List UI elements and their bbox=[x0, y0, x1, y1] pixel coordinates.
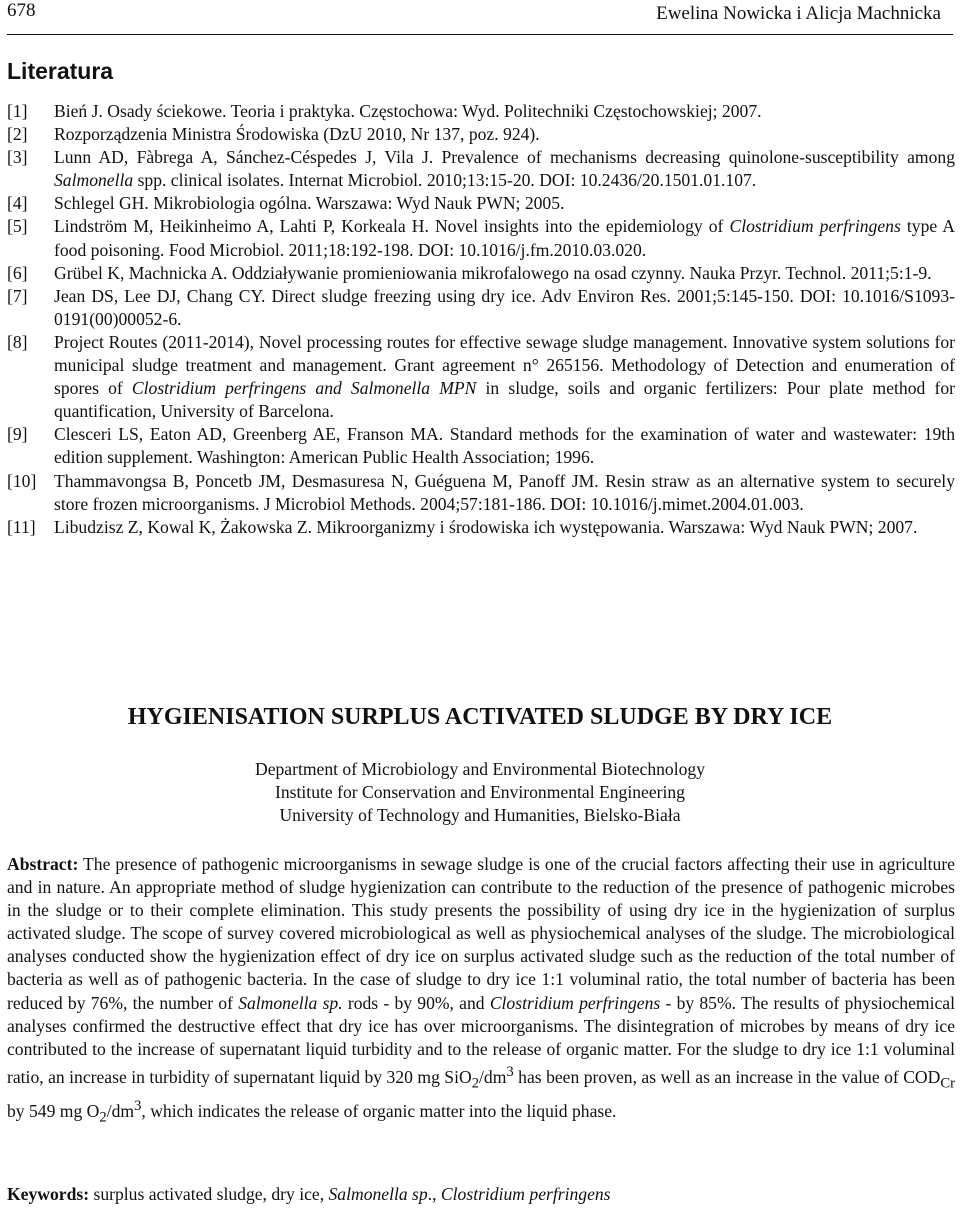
reference-text: Schlegel GH. Mikrobiologia ogólna. Warszawa: Wyd Nauk PWN; 2005. bbox=[54, 193, 565, 214]
abstract-text: The presence of pathogenic microorganisms in sewage sludge is one of the crucial factors affecting their use in agriculture and in nature. An appropriate method of sludge hygienization can contribute to the reduction of the presence of pathogenic microbes in the sludge or to their complete elimination. This study presents the possibility of using dry ice in the hygienization of surplus activated sludge. The scope of survey covered microbiological as well as physiochemical analyses of the sludge. The microbiological analyses conducted show the hygienization effect of dry ice on surplus activated sludge such as the reduction of the total number of bacteria as well as of pathogenic bacteria. In the case of sludge to dry ice 1:1 voluminal ratio, the total number of bacteria has been reduced by 76%, the number of Salmonella sp. rods - by 90%, and Clostridium perfringens - by 85%. The results of physiochemical analyses confirmed the destructive effect that dry ice has over microorganisms. The disintegration of microbes by means of dry ice contributed to the increase of supernatant liquid turbidity and to the release of organic matter. For the sludge to dry ice 1:1 voluminal ratio, an increase in turbidity of supernatant liquid by 320 mg $SiO_2/dm^3$ has been proven, as well as an increase in the value of $COD_{Cr}$ by 549 mg $O_2/dm^3$, which indicates the release of organic matter into the liquid phase. bbox=[7, 854, 955, 1126]
literature-heading: Literatura bbox=[7, 58, 114, 84]
running-head: Ewelina Nowicka i Alicja Machnicka bbox=[656, 3, 941, 24]
reference-number: [5] bbox=[7, 216, 28, 237]
reference-number: [9] bbox=[7, 424, 28, 445]
page-number: 678 bbox=[7, 0, 36, 21]
reference-item bbox=[7, 331, 955, 423]
reference-item bbox=[7, 262, 955, 285]
reference-text: Lunn AD, Fàbrega A, Sánchez-Céspedes J, Vila J. Prevalence of mechanisms decreasing quinolone-susceptibility among Salmonella spp. clinical isolates. Internat Microbiol. 2010;13:15-20. DOI: 10.2436/20.1501.01.107. bbox=[54, 147, 955, 191]
reference-item bbox=[7, 123, 955, 146]
reference-number: [6] bbox=[7, 262, 28, 283]
abstract-label: Abstract: bbox=[7, 854, 79, 874]
keywords-label: Keywords: bbox=[7, 1184, 90, 1204]
reference-text: Bień J. Osady ściekowe. Teoria i praktyka. Częstochowa: Wyd. Politechniki Częstochowskiej; 2007. bbox=[54, 101, 762, 121]
affiliation-line: Department of Microbiology and Environmental Biotechnology bbox=[254, 759, 705, 779]
keywords bbox=[7, 1184, 955, 1205]
reference-number: [11] bbox=[7, 516, 36, 537]
article-title: HYGIENISATION SURPLUS ACTIVATED SLUDGE BY DRY ICE bbox=[127, 704, 833, 730]
affiliation-block bbox=[0, 758, 960, 827]
reference-number: [8] bbox=[7, 331, 28, 352]
keywords-text: surplus activated sludge, dry ice, Salmonella sp., Clostridium perfringens bbox=[89, 1184, 611, 1204]
page-header bbox=[0, 0, 960, 34]
reference-text: Thammavongsa B, Poncetb JM, Desmasuresa N, Guéguena M, Panoff JM. Resin straw as an alternative system to securely store frozen microorganisms. J Microbiol Methods. 2004;57:181-186. DOI: 10.1016/j.mimet.2004.01.003. bbox=[54, 470, 955, 514]
reference-item bbox=[7, 423, 955, 469]
reference-text: Lindström M, Heikinheimo A, Lahti P, Korkeala H. Novel insights into the epidemiology of Clostridium perfringens type A food poisoning. Food Microbiol. 2011;18:192-198. DOI: 10.1016/j.fm.2010.03.020. bbox=[54, 216, 955, 260]
reference-text: Project Routes (2011-2014), Novel processing routes for effective sewage sludge management. Innovative system solutions for municipal sludge treatment and management. Grant agreement n° 265156. Methodology of Detection and enumeration of spores of Clostridium perfringens and Salmonella MPN in sludge, soils and organic fertilizers: Pour plate method for quantification, University of Barcelona. bbox=[54, 331, 955, 422]
reference-number: [4] bbox=[7, 193, 28, 214]
reference-text: Rozporządzenia Ministra Środowiska (DzU 2010, Nr 137, poz. 924). bbox=[54, 124, 540, 145]
reference-number: [3] bbox=[7, 147, 28, 168]
reference-item bbox=[7, 470, 955, 516]
reference-item bbox=[7, 100, 955, 123]
abstract bbox=[7, 853, 955, 1130]
reference-number: [2] bbox=[7, 124, 28, 145]
affiliation-line: Institute for Conservation and Environmental Engineering bbox=[275, 782, 685, 802]
reference-text: Jean DS, Lee DJ, Chang CY. Direct sludge freezing using dry ice. Adv Environ Res. 2001;5:145-150. DOI: 10.1016/S1093-0191(00)00052-6. bbox=[54, 285, 955, 329]
reference-number: [10] bbox=[7, 470, 37, 491]
reference-text: Clesceri LS, Eaton AD, Greenberg AE, Franson MA. Standard methods for the examination of water and wastewater: 19th edition supplement. Washington: American Public Health Association; 1996. bbox=[54, 424, 955, 468]
reference-number: [1] bbox=[7, 101, 28, 121]
affiliation-line: University of Technology and Humanities, Bielsko-Biała bbox=[279, 805, 681, 825]
reference-list bbox=[7, 100, 955, 539]
reference-item bbox=[7, 192, 955, 215]
reference-item bbox=[7, 215, 955, 261]
reference-item bbox=[7, 285, 955, 331]
reference-item bbox=[7, 516, 955, 539]
reference-text: Libudzisz Z, Kowal K, Żakowska Z. Mikroorganizmy i środowiska ich występowania. Warszawa: Wyd Nauk PWN; 2007. bbox=[54, 516, 918, 537]
header-rule bbox=[7, 34, 953, 35]
reference-text: Grübel K, Machnicka A. Oddziaływanie promieniowania mikrofalowego na osad czynny. Nauka Przyr. Technol. 2011;5:1-9. bbox=[54, 262, 932, 283]
reference-number: [7] bbox=[7, 285, 28, 306]
reference-item bbox=[7, 146, 955, 192]
